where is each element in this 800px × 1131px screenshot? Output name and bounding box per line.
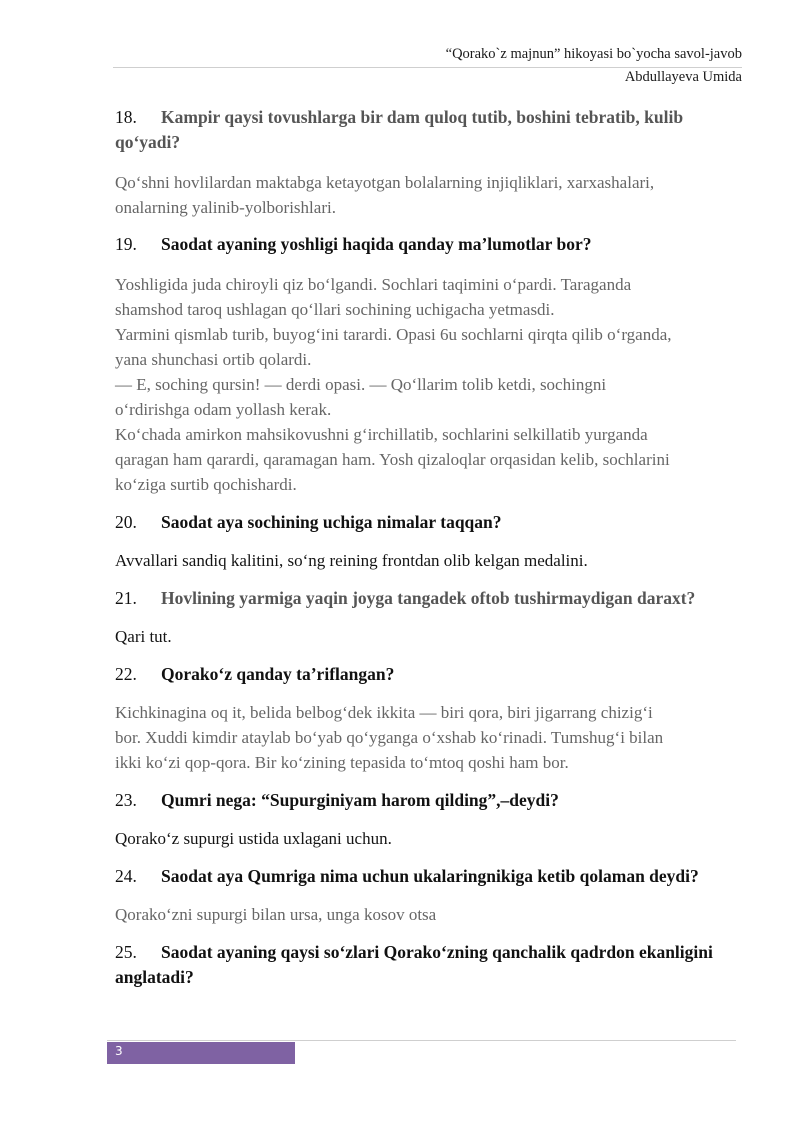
answer-line: bor. Xuddi kimdir ataylab bo‘yab qo‘yganga o‘xshab ko‘rinadi. Tumshug‘i bilan [115,728,664,747]
question-20 [115,510,740,535]
question-text: Saodat aya sochining uchiga nimalar taqqan? [161,512,502,532]
question-text: Hovlining yarmiga yaqin joyga tangadek oftob tushirmaydigan daraxt? [161,588,696,608]
question-number: 19. [115,234,137,254]
question-text: Qumri nega: “Supurginiyam harom qilding”,–deydi? [161,790,559,810]
answer-line: shamshod taroq ushlagan qo‘llari sochining uchigacha yetmasdi. [115,300,555,319]
page-header-author: Abdullayeva Umida [624,69,742,85]
answer-22 [115,700,740,775]
answer-line: — E, soching qursin! — derdi opasi. — Qo‘llarim tolib ketdi, sochingni [115,375,607,394]
question-22 [115,662,740,687]
question-25 [115,940,740,990]
question-23 [115,788,740,813]
document-body [115,105,740,990]
answer-line: Qorako‘zni supurgi bilan ursa, unga kosov otsa [115,905,437,924]
question-number: 22. [115,664,137,684]
page-header-title: “Qorako`z majnun” hikoyasi bo`yocha savol-javob [445,46,742,62]
question-number: 18. [115,107,137,127]
question-text: Kampir qaysi tovushlarga bir dam quloq tutib, boshini tebratib, kulib qo‘yadi? [115,107,684,152]
answer-line: qaragan ham qarardi, qaramagan ham. Yosh qizaloqlar orqasidan kelib, sochlarini [115,450,670,469]
answer-line: Qari tut. [115,627,172,646]
answer-20 [115,548,740,573]
question-number: 23. [115,790,137,810]
question-19 [115,232,740,257]
header-divider [113,67,742,68]
question-text: Saodat aya Qumriga nima uchun ukalaringnikiga ketib qolaman deydi? [161,866,699,886]
answer-19 [115,272,740,497]
answer-line: onalarning yalinib-yolborishlari. [115,198,336,217]
answer-line: Qorako‘z supurgi ustida uxlagani uchun. [115,829,392,848]
question-text: Qorako‘z qanday ta’riflangan? [161,664,395,684]
answer-24 [115,902,740,927]
question-24 [115,864,740,889]
answer-23 [115,826,740,851]
answer-line: Avvallari sandiq kalitini, so‘ng reining frontdan olib kelgan medalini. [115,551,588,570]
question-number: 24. [115,866,137,886]
question-21 [115,586,740,611]
answer-line: Ko‘chada amirkon mahsikovushni g‘irchillatib, sochlarini selkillatib yurganda [115,425,648,444]
answer-line: Yarmini qismlab turib, buyog‘ini tarardi. Opasi 6u sochlarni qirqta qilib o‘rganda, [115,325,672,344]
question-18 [115,105,740,155]
question-number: 20. [115,512,137,532]
answer-line: o‘rdirishga odam yollash kerak. [115,400,332,419]
answer-line: Yoshligida juda chiroyli qiz bo‘lgandi. Sochlari taqimini o‘pardi. Taraganda [115,275,632,294]
question-text: Saodat ayaning qaysi so‘zlari Qorako‘zning qanchalik qadrdon ekanligini anglatadi? [115,942,713,987]
answer-line: ko‘ziga surtib qochishardi. [115,475,297,494]
footer-divider [107,1040,736,1041]
question-number: 21. [115,588,137,608]
answer-line: yana shunchasi ortib qolardi. [115,350,312,369]
answer-line: Kichkinagina oq it, belida belbog‘dek ikkita — biri qora, biri jigarrang chizig‘i [115,703,653,722]
answer-18 [115,170,740,220]
footer-accent-bar [107,1042,295,1064]
question-number: 25. [115,942,137,962]
answer-line: ikki ko‘zi qop-qora. Bir ko‘zining tepasida to‘mtoq qoshi ham bor. [115,753,569,772]
question-text: Saodat ayaning yoshligi haqida qanday ma’lumotlar bor? [161,234,592,254]
answer-21 [115,624,740,649]
page-number: 3 [115,1044,123,1058]
answer-line: Qo‘shni hovlilardan maktabga ketayotgan bolalarning injiqliklari, xarxashalari, [115,173,655,192]
